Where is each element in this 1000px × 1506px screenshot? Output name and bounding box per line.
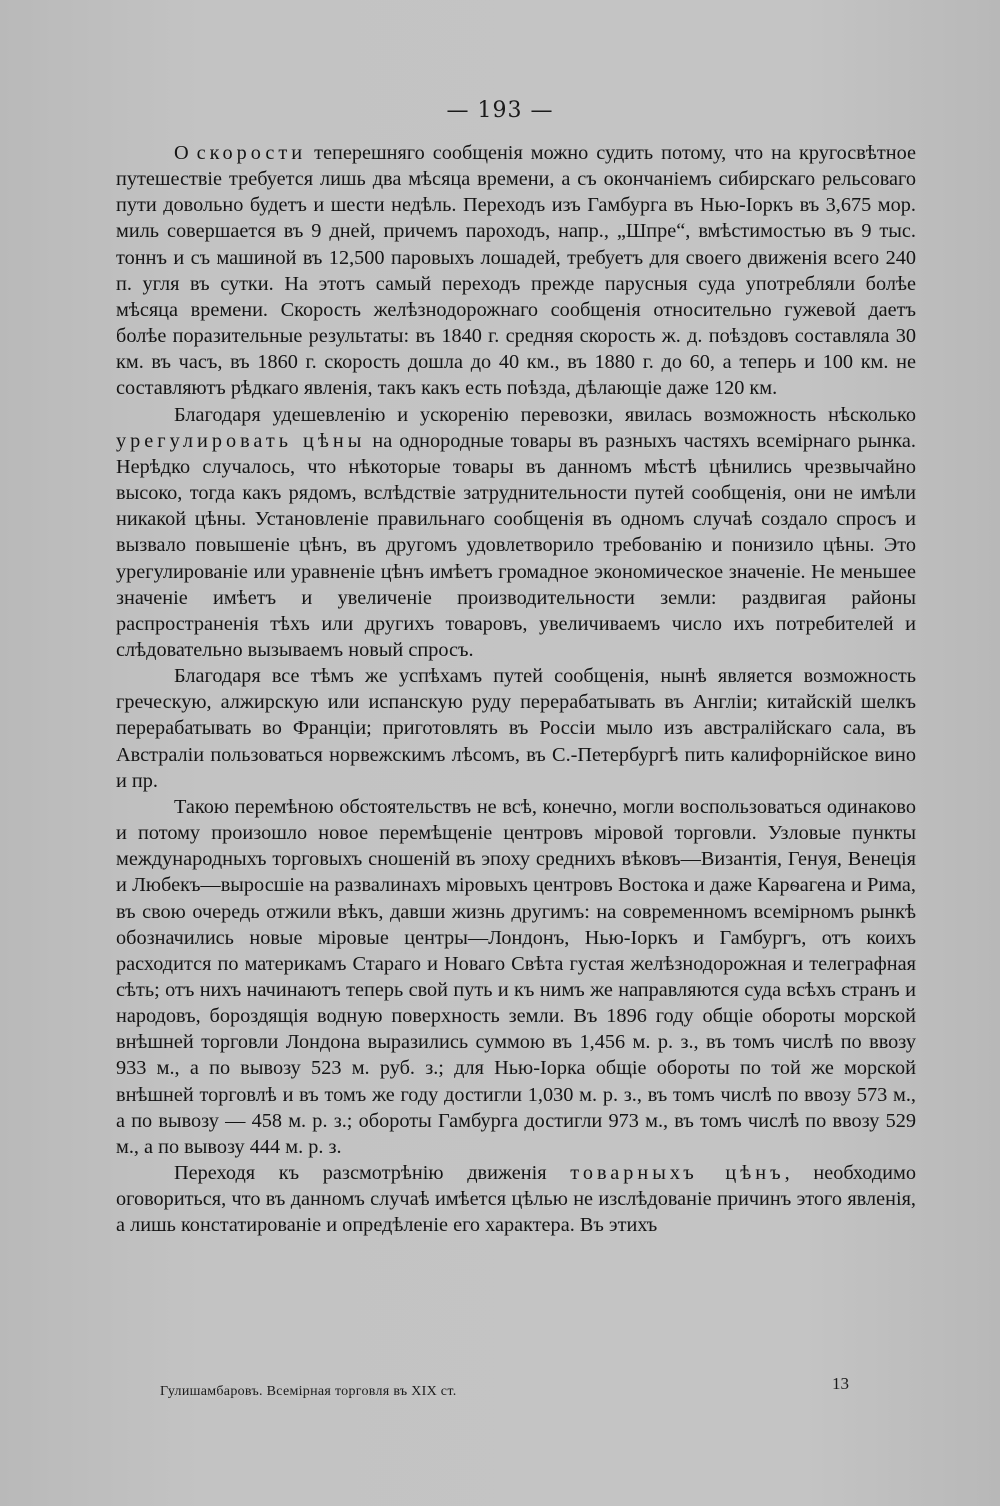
paragraph-prices-lead: Благодаря удешевленію и ускоренію перевозки, явилась возможность нѣсколько <box>174 403 916 426</box>
running-title: Гулишамбаровъ. Всемірная торговля въ XIX ст. <box>160 1384 457 1399</box>
paragraph-speed <box>116 140 916 402</box>
paragraph-world-centers: Такою перемѣною обстоятельствъ не всѣ, конечно, могли воспользоваться одинаково и потому произошло новое перемѣщеніе центровъ міровой торговли. Узловые пункты международныхъ торговыхъ сношеній въ эпоху среднихъ вѣковъ—Византія, Генуя, Венеція и Любекъ—выросшіе на развалинахъ міровыхъ центровъ Востока и даже Карѳагена и Рима, въ свою очередь отжили вѣкъ, давши жизнь другимъ: на современномъ всемірномъ рынкѣ обозначились новые міровые центры—Лондонъ, Нью-Іоркъ и Гамбургъ, отъ коихъ расходится по материкамъ Стараго и Новаго Свѣта густая желѣзнодорожная и телеграфная сѣть; отъ нихъ начинаютъ теперь свой путь и къ нимъ же направляются суда всѣхъ странъ и народовъ, бороздящія водную поверхность земли. Въ 1896 году общіе обороты морской внѣшней торговли Лондона выразились суммою въ 1,456 м. р. з., въ томъ числѣ по ввозу 933 м., а по вывозу 523 м. руб. з.; для Нью-Іорка общіе обороты по той же морской внѣшней торговлѣ и въ томъ же году достигли 1,030 м. р. з., въ томъ числѣ по ввозу 573 м., а по вывозу — 458 м. р. з.; обороты Гамбурга достигли 973 м., въ томъ числѣ по ввозу 529 м., а по вывозу 444 м. р. з. <box>116 795 916 1158</box>
paragraph-prices-emphasis: урегулировать цѣны <box>116 429 366 452</box>
paragraph-commodity-rest: , необходимо оговориться, что въ данномъ случаѣ имѣется цѣлью не изслѣдованіе причинъ этого явленія, а лишь констатированіе и опредѣленіе его характера. Въ этихъ <box>116 1162 916 1237</box>
paragraph-speed-rest: теперешняго сообщенія можно судить потому, что на кругосвѣтное путешествіе требуется лишь два мѣсяца времени, а съ окончаніемъ сибирскаго рельсоваго пути довольно будетъ и шести недѣль. Переходъ изъ Гамбурга въ Нью-Іоркъ въ 3,675 мор. миль совершается въ 9 дней, причемъ пароходъ, напр., „Шпре“, вмѣстимостью въ 9 тыс. тоннъ и съ машиной въ 12,500 паровыхъ лошадей, требуетъ для своего движенія всего 240 п. угля въ сутки. На этотъ самый переходъ прежде парусныя суда употребляли болѣе мѣсяца времени. Скорость желѣзнодорожнаго сообщенія относительно гужевой даетъ болѣе поразительные результаты: въ 1840 г. средняя скорость ж. д. поѣздовъ составляла 30 км. въ часъ, въ 1860 г. скорость дошла до 40 км., въ 1880 г. до 60, а теперь и 100 км. не составляютъ рѣдкаго явленія, такъ какъ есть поѣзда, дѣлающіе даже 120 км. <box>116 142 916 400</box>
paragraph-commodity-prices <box>116 1160 916 1238</box>
paragraph-speed-emphasis: скорости <box>196 142 307 164</box>
paragraph-commodity-lead: Переходя къ разсмотрѣнію движенія <box>174 1162 571 1185</box>
paragraph-trade-routes: Благодаря все тѣмъ же успѣхамъ путей сообщенія, нынѣ является возможность греческую, алжирскую или испанскую руду перерабатывать въ Англіи; китайскій шелкъ перерабатывать во Франціи; приготовлять въ Россіи мыло изъ австралійскаго сала, въ Австраліи пользоваться норвежскимъ лѣсомъ, въ С.-Петербургѣ пить калифорнійское вино и пр. <box>116 665 916 792</box>
paragraph-prices-rest: на однородные товары въ разныхъ частяхъ всемірнаго рынка. Нерѣдко случалось, что нѣкоторые товары въ данномъ мѣстѣ цѣнились чрезвычайно высоко, тогда какъ рядомъ, вслѣдствіе затруднительности путей сообщенія, они не имѣли никакой цѣны. Установленіе правильнаго сообщенія въ одномъ случаѣ создало спросъ и вызвало повышеніе цѣнъ, въ другомъ удовлетворило требованію и понизило цѣны. Это урегулированіе или уравненіе цѣнъ имѣетъ громадное экономическое значеніе. Не меньшее значеніе имѣетъ и увеличеніе производительности земли: раздвигая районы распространенія тѣхъ или другихъ товаровъ, увеличиваемъ число ихъ потребителей и слѣдовательно вызываемъ новый спросъ. <box>116 429 916 661</box>
page-number: — 193 — <box>446 98 554 123</box>
body-text <box>116 140 916 1239</box>
paragraph-prices <box>116 402 916 664</box>
signature-mark: 13 <box>832 1374 849 1393</box>
paragraph-commodity-emphasis: товарныхъ цѣнъ <box>570 1162 785 1185</box>
paragraph-speed-lead: О <box>174 142 197 164</box>
